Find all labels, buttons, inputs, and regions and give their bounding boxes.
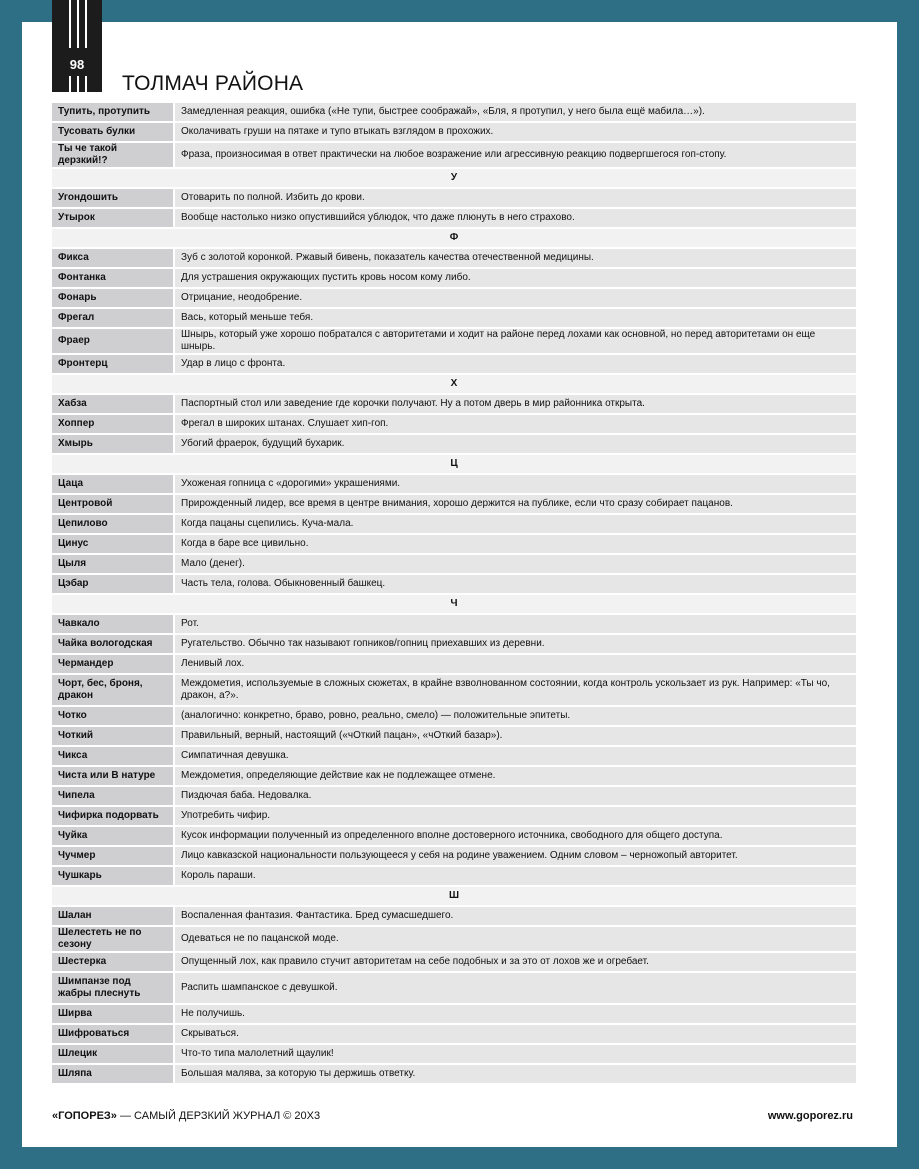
term-cell: Чорт, бес, броня, дракон (52, 674, 174, 706)
definition-cell: Распить шампанское с девушкой. (174, 972, 856, 1004)
glossary-table (52, 103, 856, 1085)
letter-heading: Ц (52, 454, 856, 474)
term-cell: Чиста или В натуре (52, 766, 174, 786)
term-cell: Тупить, протупить (52, 103, 174, 122)
stripes-decoration-bottom (69, 76, 87, 92)
table-row (52, 288, 856, 308)
term-cell: Шифроваться (52, 1024, 174, 1044)
definition-cell: Не получишь. (174, 1004, 856, 1024)
table-row (52, 1044, 856, 1064)
letter-heading: Х (52, 374, 856, 394)
definition-cell: Ленивый лох. (174, 654, 856, 674)
definition-cell: (аналогично: конкретно, браво, ровно, реально, смело) — положительные эпитеты. (174, 706, 856, 726)
table-row (52, 972, 856, 1004)
definition-cell: Междометия, используемые в сложных сюжетах, в крайне взволнованном состоянии, когда контроль ускользает из рук. Например: «Ты чо, дракон, а?». (174, 674, 856, 706)
table-row (52, 208, 856, 228)
table-row (52, 746, 856, 766)
table-row (52, 706, 856, 726)
definition-cell: Употребить чифир. (174, 806, 856, 826)
term-cell: Чикса (52, 746, 174, 766)
table-row (52, 674, 856, 706)
term-cell: Цинус (52, 534, 174, 554)
term-cell: Фикса (52, 248, 174, 268)
term-cell: Фонтанка (52, 268, 174, 288)
definition-cell: Одеваться не по пацанской моде. (174, 926, 856, 952)
definition-cell: Правильный, верный, настоящий («чОткий пацан», «чОткий базар»). (174, 726, 856, 746)
definition-cell: Пиздючая баба. Недовалка. (174, 786, 856, 806)
definition-cell: Замедленная реакция, ошибка («Не тупи, быстрее соображай», «Бля, я протупил, у него была ещё мабила…»). (174, 103, 856, 122)
definition-cell: Мало (денег). (174, 554, 856, 574)
table-row (52, 1064, 856, 1084)
letter-heading-row (52, 454, 856, 474)
table-row (52, 614, 856, 634)
term-cell: Шестерка (52, 952, 174, 972)
table-row (52, 1024, 856, 1044)
definition-cell: Убогий фраерок, будущий бухарик. (174, 434, 856, 454)
letter-heading: Ш (52, 886, 856, 906)
table-row (52, 188, 856, 208)
letter-heading-row (52, 168, 856, 188)
definition-cell: Когда пацаны сцепились. Куча-мала. (174, 514, 856, 534)
table-row (52, 866, 856, 886)
definition-cell: Король параши. (174, 866, 856, 886)
term-cell: Шалан (52, 906, 174, 926)
term-cell: Чотко (52, 706, 174, 726)
term-cell: Фраер (52, 328, 174, 354)
footer-website: www.goporez.ru (767, 1110, 853, 1122)
table-row (52, 766, 856, 786)
letter-heading-row (52, 228, 856, 248)
term-cell: Чайка вологодская (52, 634, 174, 654)
table-row (52, 248, 856, 268)
definition-cell: Симпатичная девушка. (174, 746, 856, 766)
table-row (52, 394, 856, 414)
table-row (52, 494, 856, 514)
term-cell: Цыля (52, 554, 174, 574)
table-row (52, 846, 856, 866)
table-row (52, 328, 856, 354)
definition-cell: Фрегал в широких штанах. Слушает хип-гоп. (174, 414, 856, 434)
term-cell: Цаца (52, 474, 174, 494)
definition-cell: Когда в баре все цивильно. (174, 534, 856, 554)
definition-cell: Воспаленная фантазия. Фантастика. Бред сумасшедшего. (174, 906, 856, 926)
table-row (52, 786, 856, 806)
term-cell: Тусовать булки (52, 122, 174, 142)
page-number-badge (52, 0, 102, 92)
table-row (52, 806, 856, 826)
term-cell: Чоткий (52, 726, 174, 746)
definition-cell: Рот. (174, 614, 856, 634)
table-row (52, 634, 856, 654)
table-row (52, 574, 856, 594)
term-cell: Центровой (52, 494, 174, 514)
table-row (52, 906, 856, 926)
letter-heading-row (52, 374, 856, 394)
table-row (52, 554, 856, 574)
definition-cell: Междометия, определяющие действие как не подлежащее отмене. (174, 766, 856, 786)
table-row (52, 308, 856, 328)
definition-cell: Для устрашения окружающих пустить кровь носом кому либо. (174, 268, 856, 288)
table-row (52, 354, 856, 374)
definition-cell: Паспортный стол или заведение где корочки получают. Ну а потом дверь в мир районника открыта. (174, 394, 856, 414)
definition-cell: Кусок информации полученный из определенного вполне достоверного источника, свободного для общего доступа. (174, 826, 856, 846)
term-cell: Шляпа (52, 1064, 174, 1084)
term-cell: Цепилово (52, 514, 174, 534)
term-cell: Фонарь (52, 288, 174, 308)
table-row (52, 726, 856, 746)
letter-heading-row (52, 886, 856, 906)
term-cell: Угондошить (52, 188, 174, 208)
table-row (52, 926, 856, 952)
definition-cell: Опущенный лох, как правило стучит авторитетам на себе подобных и за это от лохов же и огребает. (174, 952, 856, 972)
term-cell: Чуйка (52, 826, 174, 846)
definition-cell: Лицо кавказской национальности пользующееся у себя на родине уважением. Одним словом – черножопый авторитет. (174, 846, 856, 866)
definition-cell: Вообще настолько низко опустившийся ублюдок, что даже плюнуть в него страхово. (174, 208, 856, 228)
stripes-decoration (69, 0, 87, 48)
definition-cell: Часть тела, голова. Обыкновенный башкец. (174, 574, 856, 594)
definition-cell: Шнырь, который уже хорошо побратался с авторитетами и ходит на районе перед лохами как основной, но перед авторитетами он еще шнырь. (174, 328, 856, 354)
page-title: ТОЛМАЧ РАЙОНА (122, 72, 304, 95)
letter-heading-row (52, 594, 856, 614)
term-cell: Фронтерц (52, 354, 174, 374)
table-row (52, 122, 856, 142)
definition-cell: Что-то типа малолетний щаулик! (174, 1044, 856, 1064)
definition-cell: Ухоженая гопница с «дорогими» украшениями. (174, 474, 856, 494)
term-cell: Чавкало (52, 614, 174, 634)
term-cell: Чифирка подорвать (52, 806, 174, 826)
letter-heading: У (52, 168, 856, 188)
term-cell: Шелестеть не по сезону (52, 926, 174, 952)
page-number: 98 (69, 57, 85, 72)
term-cell: Чучмер (52, 846, 174, 866)
table-row (52, 534, 856, 554)
definition-cell: Вась, который меньше тебя. (174, 308, 856, 328)
table-row (52, 514, 856, 534)
footer-tagline: — САМЫЙ ДЕРЗКИЙ ЖУРНАЛ © 20Х3 (116, 1110, 321, 1122)
letter-heading: Ф (52, 228, 856, 248)
definition-cell: Фраза, произносимая в ответ практически на любое возражение или агрессивную реакцию подвергшегося гоп-стопу. (174, 142, 856, 168)
table-row (52, 142, 856, 168)
term-cell: Ширва (52, 1004, 174, 1024)
definition-cell: Околачивать груши на пятаке и тупо втыкать взглядом в прохожих. (174, 122, 856, 142)
term-cell: Фрегал (52, 308, 174, 328)
definition-cell: Скрываться. (174, 1024, 856, 1044)
footer-credit (52, 1110, 320, 1122)
definition-cell: Ругательство. Обычно так называют гопников/гопниц приехавших из деревни. (174, 634, 856, 654)
magazine-name: «ГОПОРЕЗ» (52, 1110, 117, 1122)
definition-cell: Удар в лицо с фронта. (174, 354, 856, 374)
definition-cell: Прирожденный лидер, все время в центре внимания, хорошо держится на публике, если что сразу собирает пацанов. (174, 494, 856, 514)
term-cell: Шлецик (52, 1044, 174, 1064)
definition-cell: Отоварить по полной. Избить до крови. (174, 188, 856, 208)
term-cell: Чермандер (52, 654, 174, 674)
definition-cell: Зуб с золотой коронкой. Ржавый бивень, показатель качества отечественной медицины. (174, 248, 856, 268)
table-row (52, 414, 856, 434)
table-row (52, 1004, 856, 1024)
definition-cell: Большая малява, за которую ты держишь ответку. (174, 1064, 856, 1084)
term-cell: Ты че такой дерзкий!? (52, 142, 174, 168)
table-row (52, 826, 856, 846)
term-cell: Хабза (52, 394, 174, 414)
table-row (52, 103, 856, 122)
table-row (52, 434, 856, 454)
term-cell: Шимпанзе под жабры плеснуть (52, 972, 174, 1004)
definition-cell: Отрицание, неодобрение. (174, 288, 856, 308)
term-cell: Утырок (52, 208, 174, 228)
table-row (52, 952, 856, 972)
table-row (52, 474, 856, 494)
term-cell: Хмырь (52, 434, 174, 454)
table-row (52, 654, 856, 674)
table-row (52, 268, 856, 288)
term-cell: Цэбар (52, 574, 174, 594)
term-cell: Чипела (52, 786, 174, 806)
term-cell: Хоппер (52, 414, 174, 434)
letter-heading: Ч (52, 594, 856, 614)
term-cell: Чушкарь (52, 866, 174, 886)
